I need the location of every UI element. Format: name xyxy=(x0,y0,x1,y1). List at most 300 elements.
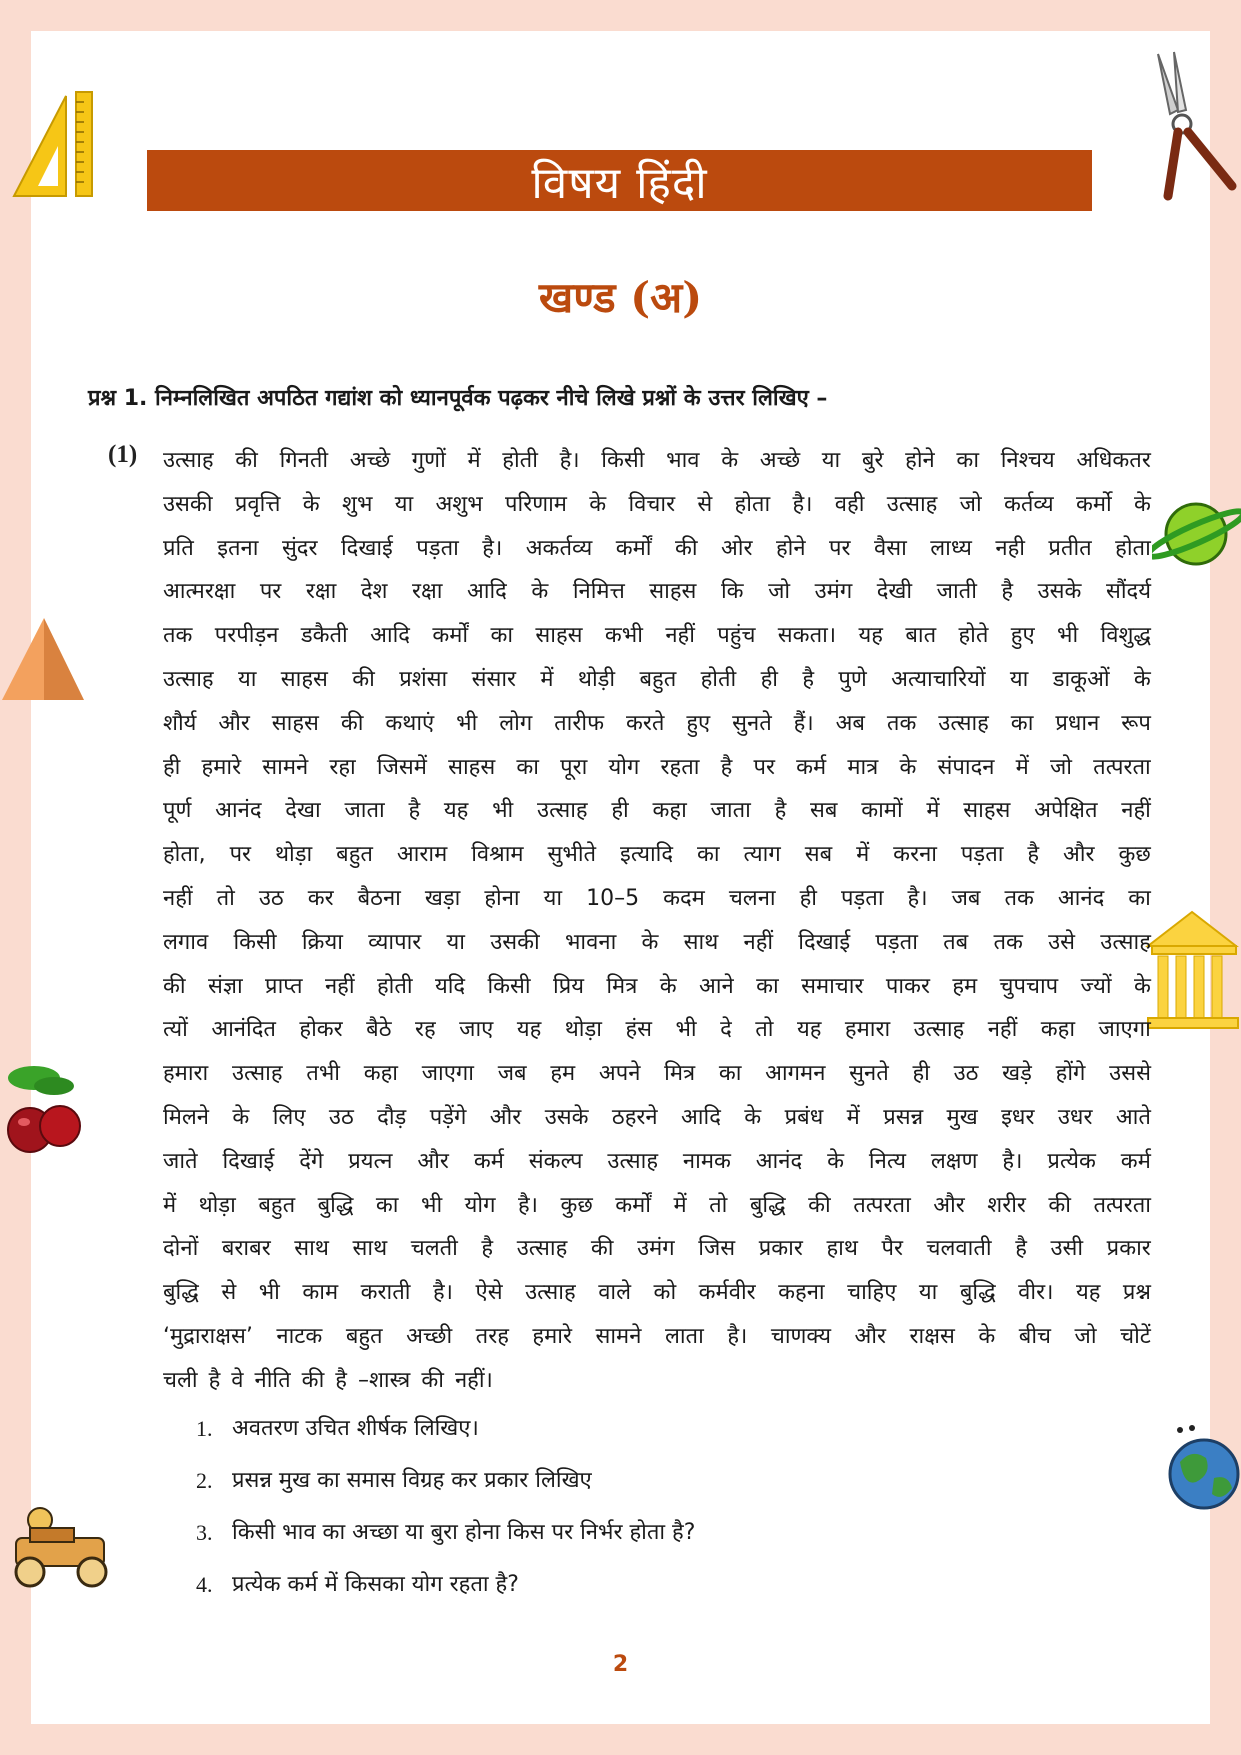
passage-word: कराती xyxy=(360,1280,411,1306)
subject-banner xyxy=(147,150,1092,211)
passage-word: पूरा xyxy=(560,754,588,780)
passage-word: होंगे xyxy=(1055,1061,1086,1087)
passage-word: तभी xyxy=(306,1061,340,1087)
passage-word: चलवाती xyxy=(926,1236,992,1262)
sub-question-list xyxy=(196,1414,1096,1622)
passage-word: चली xyxy=(163,1367,198,1393)
passage-word: पड़ता xyxy=(875,929,918,955)
passage-word: है। xyxy=(559,448,580,473)
passage-word: उसके xyxy=(544,1104,589,1130)
passage-word: जाए xyxy=(459,1017,494,1043)
passage-word: आनंद xyxy=(755,1148,803,1174)
passage-word: है। xyxy=(907,885,928,911)
passage-word: कि xyxy=(720,579,744,605)
passage-word: सुनते xyxy=(849,1061,889,1087)
passage-word: सकता। xyxy=(777,623,837,649)
passage-word: है। xyxy=(792,491,813,517)
passage-word: हम xyxy=(550,1061,576,1087)
passage-word: निश्चय xyxy=(1000,448,1055,473)
passage-line xyxy=(163,534,1151,578)
passage-word: की xyxy=(590,1236,614,1262)
passage-word: साहस xyxy=(535,623,583,649)
passage-word: उत्साह xyxy=(231,1061,283,1087)
passage-word: होकर xyxy=(299,1017,343,1043)
passage-word: खड़ा xyxy=(424,885,461,911)
passage-word: प्रवृत्ति xyxy=(234,491,281,517)
page-number: 2 xyxy=(612,1652,629,1677)
passage-word: तारीफ xyxy=(554,710,605,736)
passage-word: साहस xyxy=(448,754,496,780)
passage-word: और xyxy=(417,1148,449,1174)
passage-word: ऐसे xyxy=(475,1280,503,1306)
passage-word: वे xyxy=(231,1367,244,1393)
passage-word: या xyxy=(446,929,465,955)
passage-word: दिखाई xyxy=(222,1148,275,1174)
passage-word: सौंदर्य xyxy=(1105,579,1151,605)
cherries-icon xyxy=(4,1060,86,1162)
passage-word: जब xyxy=(951,885,981,911)
passage-line xyxy=(163,1147,1151,1191)
passage-word: ही xyxy=(799,885,818,911)
passage-word: या xyxy=(237,666,257,692)
passage-word: उमंग xyxy=(637,1236,675,1262)
passage-word: नहीं xyxy=(163,885,193,911)
passage-line xyxy=(163,1322,1151,1366)
passage-line xyxy=(163,709,1151,753)
passage-word: प्रधान xyxy=(1055,710,1100,736)
passage-word: होती xyxy=(700,666,737,692)
passage-word: उठ xyxy=(953,1061,979,1087)
ruler-triangle-icon xyxy=(4,88,100,200)
passage-word: ही xyxy=(760,666,778,692)
passage-word: मित्र xyxy=(606,973,638,999)
passage-word: है। xyxy=(517,1192,538,1218)
passage-word: होने xyxy=(775,535,806,561)
passage-word: थोड़ा xyxy=(275,842,313,868)
passage-word: डाकूओं xyxy=(1052,666,1110,692)
passage-word: पैर xyxy=(881,1236,903,1262)
passage-word: के xyxy=(744,1104,762,1130)
passage-word: रूप xyxy=(1121,710,1151,736)
passage-word: की xyxy=(1048,1192,1071,1218)
passage-word: है xyxy=(774,798,787,824)
passage-word: बुद्धि xyxy=(749,1192,786,1218)
passage-word: –शास्त्र xyxy=(357,1367,411,1393)
passage-word: और xyxy=(854,1323,886,1349)
passage-word: तो xyxy=(755,1017,774,1043)
passage-word: तत्परता xyxy=(1093,754,1151,780)
passage-word: क्रिया xyxy=(301,929,343,955)
passage-word: उत्साह xyxy=(163,666,214,692)
passage-word: बहुत xyxy=(336,842,373,868)
passage-word: में xyxy=(163,1192,177,1218)
passage-word: का xyxy=(718,1061,742,1087)
sub-question-text: अवतरण उचित शीर्षक लिखिए। xyxy=(232,1416,479,1441)
passage-word: देखी xyxy=(876,579,913,605)
passage-word: है। xyxy=(433,1280,454,1306)
passage-word: 10–5 xyxy=(586,885,640,911)
passage-word: साहस xyxy=(280,666,328,692)
passage-word: के xyxy=(232,1104,250,1130)
passage-word: नहीं xyxy=(665,623,695,649)
passage-word: यह xyxy=(1075,1280,1101,1306)
globe-icon xyxy=(1166,1422,1241,1512)
passage-word: अकर्तव्य xyxy=(525,535,593,561)
passage-word: कर्म xyxy=(796,754,827,780)
passage-line xyxy=(163,490,1151,534)
passage-word: रहता xyxy=(660,754,700,780)
passage-word: जाता xyxy=(344,798,385,824)
passage-word: परपीड़न xyxy=(214,623,279,649)
passage-word: योग xyxy=(464,1192,496,1218)
passage-word: है xyxy=(720,754,733,780)
passage-word: जाएगा xyxy=(1098,1017,1151,1043)
passage-word: लाध्य xyxy=(930,535,972,561)
sub-question-text: प्रत्येक कर्म में किसका योग रहता है? xyxy=(232,1572,519,1597)
passage-word: और xyxy=(1063,842,1095,868)
passage-word: के xyxy=(827,1148,844,1174)
passage-word: हंस xyxy=(625,1017,652,1043)
passage-word: काम xyxy=(302,1280,339,1306)
passage-word: इतना xyxy=(217,535,259,561)
passage-word: नामक xyxy=(682,1148,731,1174)
passage-word: पर xyxy=(259,579,282,605)
passage-word: या xyxy=(543,885,563,911)
passage-word: जो xyxy=(768,579,791,605)
passage-word: ज्यों xyxy=(1080,973,1112,999)
passage-word: यह xyxy=(516,1017,542,1043)
passage-word: सुनते xyxy=(732,710,772,736)
passage-word: यह xyxy=(796,1017,822,1043)
passage-word: बहुत xyxy=(639,666,677,692)
passage-word: उत्साह xyxy=(537,798,588,824)
passage-word: कभी xyxy=(604,623,643,649)
passage-line xyxy=(163,446,1151,490)
passage-word: जिसमें xyxy=(376,754,427,780)
passage-word: होते xyxy=(958,623,989,649)
passage-word: साथ xyxy=(683,929,719,955)
passage-word: नहीं xyxy=(743,929,774,955)
passage-line xyxy=(163,1191,1151,1235)
passage-word: भावना xyxy=(564,929,617,955)
passage-word: आते xyxy=(1115,1104,1151,1130)
passage-line xyxy=(163,972,1151,1016)
passage-word: होती xyxy=(502,448,538,473)
passage-word: हुए xyxy=(1010,623,1035,649)
passage-word: वही xyxy=(834,491,865,517)
passage-word: आगमन xyxy=(765,1061,826,1087)
passage-word: उत्साह xyxy=(525,1280,576,1306)
passage-word: होने xyxy=(905,448,935,473)
passage-line xyxy=(163,1103,1151,1147)
passage-word: है xyxy=(335,1367,347,1393)
sub-question xyxy=(196,1414,1096,1466)
passage-word: अच्छी xyxy=(406,1323,453,1349)
passage-word: कर्मों xyxy=(615,1192,652,1218)
passage-word: वैसा xyxy=(873,535,907,561)
passage-word: और xyxy=(933,1192,965,1218)
passage-line xyxy=(163,577,1151,621)
sub-question xyxy=(196,1570,1096,1622)
question-heading: प्रश्न 1. निम्नलिखित अपठित गद्यांश को ध्यानपूर्वक पढ़कर नीचे लिखे प्रश्नों के उत्तर लिखिए – xyxy=(88,386,828,411)
passage-word: रक्षा xyxy=(305,579,337,605)
passage-word: किसी xyxy=(233,929,277,955)
passage-word: आनंदित xyxy=(211,1017,276,1043)
passage-word: जिस xyxy=(698,1236,736,1262)
passage-word: है xyxy=(802,666,814,692)
passage-word: लक्षण xyxy=(930,1148,978,1174)
passage-word: बात xyxy=(905,623,937,649)
passage-word: का xyxy=(1128,885,1151,911)
passage-line xyxy=(163,884,1151,928)
passage-line xyxy=(163,1059,1151,1103)
passage-word: प्रबंध xyxy=(784,1104,824,1130)
passage-word: की xyxy=(421,1367,444,1393)
passage-word: समाचार xyxy=(801,973,864,999)
passage-word: अब xyxy=(835,710,865,736)
passage-word: या xyxy=(394,491,414,517)
passage-word: की xyxy=(340,710,364,736)
passage-word: पुणे xyxy=(838,666,867,692)
passage-word: संज्ञा xyxy=(207,973,243,999)
passage-word: शरीर xyxy=(987,1192,1026,1218)
passage-word: के xyxy=(721,448,739,473)
passage-word: तब xyxy=(943,929,969,955)
passage-word: चलना xyxy=(728,885,776,911)
passage-word: दोनों xyxy=(163,1236,199,1262)
passage-word: जाएगा xyxy=(421,1061,474,1087)
passage-word: संसार xyxy=(471,666,517,692)
passage-word: चाहिए xyxy=(847,1280,897,1306)
passage-word: पड़ता xyxy=(841,885,884,911)
passage-word: अधिकतर xyxy=(1076,448,1151,473)
passage-word: का xyxy=(696,842,720,868)
passage-word: साथ xyxy=(294,1236,329,1262)
passage-word: पर xyxy=(229,842,252,868)
passage-word: कर्म xyxy=(1120,1148,1151,1174)
passage-word: कामों xyxy=(861,798,903,824)
passage-word: रहा xyxy=(329,754,356,780)
passage-word: अत्याचारियों xyxy=(891,666,986,692)
passage-word: शौर्य xyxy=(163,710,197,736)
passage-word: उठ xyxy=(258,885,284,911)
passage-word: थोड़ी xyxy=(577,666,616,692)
passage-word: हम xyxy=(952,973,978,999)
passage-word: ‘मुद्राराक्षस’ xyxy=(163,1323,253,1349)
passage-word: है। xyxy=(1002,1148,1023,1174)
passage-word: ही xyxy=(163,754,181,780)
passage-word: की xyxy=(235,448,258,473)
passage-word: तत्परता xyxy=(1093,1192,1151,1218)
passage-word: कहा xyxy=(1040,1017,1076,1043)
passage-word: उमंग xyxy=(814,579,853,605)
passage-word: की xyxy=(301,1367,325,1393)
passage-word: थोड़ा xyxy=(564,1017,602,1043)
passage-word: किसी xyxy=(601,448,645,473)
passage-number: (1) xyxy=(108,441,138,468)
passage-word: अपने xyxy=(598,1061,641,1087)
passage-word: के xyxy=(531,579,549,605)
passage-word: गुणों xyxy=(411,448,446,473)
passage-word: मुख xyxy=(946,1104,978,1130)
passage-word: ही xyxy=(912,1061,930,1087)
passage-word: पर xyxy=(753,754,775,780)
passage-word: चलती xyxy=(410,1236,458,1262)
passage-word: उसके xyxy=(1037,579,1082,605)
passage-word: उसी xyxy=(1050,1236,1084,1262)
passage-word: बुद्धि xyxy=(163,1280,199,1306)
passage-word: है। xyxy=(727,1323,748,1349)
passage-word: मिलने xyxy=(163,1104,209,1130)
passage-word: प्रत्येक xyxy=(1047,1148,1096,1174)
passage-word: पाकर xyxy=(885,973,930,999)
sub-question-text: प्रसन्न मुख का समास विग्रह कर प्रकार लिखिए xyxy=(232,1468,592,1493)
passage-line xyxy=(163,753,1151,797)
passage-word: आदि xyxy=(467,579,507,605)
passage-word: उत्साह xyxy=(607,1148,659,1174)
passage-word: मित्र xyxy=(664,1061,696,1087)
passage-word: होता xyxy=(1115,535,1151,561)
planet-icon xyxy=(1152,496,1241,570)
passage-word: या xyxy=(918,1280,938,1306)
passage-word: प्रतीत xyxy=(1048,535,1092,561)
passage-word: है xyxy=(481,1236,494,1262)
passage-line xyxy=(163,796,1151,840)
passage-word: त्यों xyxy=(163,1017,188,1043)
section-title: खण्ड (अ) xyxy=(538,273,703,322)
passage-word: पड़ता xyxy=(960,842,1004,868)
passage-word: हैं। xyxy=(793,710,814,736)
passage-word: चाणक्य xyxy=(770,1323,831,1349)
passage-word: हमारे xyxy=(201,754,242,780)
passage-word: बुरे xyxy=(861,448,884,473)
passage-word: में xyxy=(846,1104,860,1130)
passage-word: और xyxy=(218,710,250,736)
passage-word: है xyxy=(408,798,421,824)
sub-question xyxy=(196,1466,1096,1518)
passage-word: का xyxy=(490,623,514,649)
passage-word: उसकी xyxy=(490,929,540,955)
passage-word: पड़ेंगे xyxy=(429,1104,467,1130)
passage-word: दिखाई xyxy=(798,929,851,955)
passage-word: जाता xyxy=(710,798,751,824)
passage-word: कर्तव्य xyxy=(1003,491,1054,517)
passage-word: तो xyxy=(709,1192,728,1218)
passage-word: संकल्प xyxy=(528,1148,583,1174)
passage-word: ठहरने xyxy=(611,1104,658,1130)
passage-word: हाथ xyxy=(826,1236,858,1262)
passage-word: का xyxy=(756,973,779,999)
passage-word: व्यापार xyxy=(368,929,422,955)
passage-word: बुद्धि xyxy=(317,1192,354,1218)
passage-word: विशुद्ध xyxy=(1100,623,1151,649)
passage-word: बराबर xyxy=(221,1236,271,1262)
passage-word: सुंदर xyxy=(281,535,318,561)
passage-word: प्राप्त xyxy=(265,973,303,999)
passage-word: कुछ xyxy=(1118,842,1151,868)
passage-word: कर्मवीर xyxy=(698,1280,756,1306)
passage-word: साथ xyxy=(352,1236,388,1262)
passage-word: आदि xyxy=(370,623,410,649)
passage-word: से xyxy=(221,1280,237,1306)
passage-word: का xyxy=(516,754,539,780)
passage-word: सब xyxy=(810,798,838,824)
passage-word: प्रकार xyxy=(1106,1236,1151,1262)
passage-word: लिए xyxy=(272,1104,306,1130)
passage-word: हमारा xyxy=(844,1017,891,1043)
passage-word: में xyxy=(926,798,940,824)
passage-word: का xyxy=(956,448,980,473)
passage-word: चोटें xyxy=(1120,1323,1151,1349)
sub-question-number: 4. xyxy=(196,1572,213,1597)
passage-text xyxy=(163,446,1151,1410)
passage-word: सब xyxy=(804,842,833,868)
passage-word: भी xyxy=(675,1017,697,1043)
passage-word: ही xyxy=(611,798,629,824)
passage-word: अशुभ xyxy=(435,491,483,517)
passage-word: है xyxy=(1015,1236,1027,1262)
passage-word: भी xyxy=(456,710,478,736)
passage-word: यह xyxy=(443,798,469,824)
passage-word: त्याग xyxy=(743,842,781,868)
passage-word: तक xyxy=(163,623,193,649)
passage-word: भी xyxy=(492,798,514,824)
passage-word: होता, xyxy=(163,842,206,868)
passage-word: नही xyxy=(995,535,1025,561)
passage-word: तत्परता xyxy=(853,1192,911,1218)
passage-word: है xyxy=(208,1367,221,1393)
passage-word: कर्मो xyxy=(1075,491,1112,517)
passage-word: भी xyxy=(258,1280,280,1306)
passage-word: साहस xyxy=(963,798,1011,824)
passage-word: अच्छे xyxy=(759,448,801,473)
passage-word: योग xyxy=(608,754,640,780)
passage-word: बैठे xyxy=(366,1017,392,1043)
passage-word: साहस xyxy=(271,710,319,736)
passage-line xyxy=(163,1366,1151,1410)
passage-word: देंगे xyxy=(299,1148,324,1174)
temple-icon xyxy=(1144,908,1241,1030)
passage-word: उत्साह xyxy=(163,448,214,473)
passage-word: हमारा xyxy=(163,1061,209,1087)
passage-line xyxy=(163,665,1151,709)
passage-word: है xyxy=(1001,579,1014,605)
passage-word: कहा xyxy=(363,1061,398,1087)
passage-word: भाव xyxy=(666,448,700,473)
passage-word: शुभ xyxy=(341,491,373,517)
passage-word: थोड़ा xyxy=(198,1192,236,1218)
passage-word: होता xyxy=(734,491,771,517)
passage-word: वीर। xyxy=(1018,1280,1054,1306)
vintage-car-icon xyxy=(0,1500,126,1592)
passage-word: कहा xyxy=(652,798,687,824)
passage-word: आत्मरक्षा xyxy=(163,579,236,605)
passage-word: को xyxy=(653,1280,677,1306)
passage-line xyxy=(163,840,1151,884)
passage-word: जो xyxy=(959,491,982,517)
passage-word: किसी xyxy=(487,973,531,999)
sub-question-number: 1. xyxy=(196,1416,213,1441)
passage-word: बहुत xyxy=(258,1192,296,1218)
passage-word: गिनती xyxy=(279,448,329,473)
passage-word: चुपचाप xyxy=(999,973,1059,999)
passage-word: उत्साह xyxy=(938,710,989,736)
passage-word: लगाव xyxy=(163,929,209,955)
passage-word: कर xyxy=(307,885,334,911)
passage-word: नहीं xyxy=(987,1017,1018,1043)
passage-word: होती xyxy=(376,973,413,999)
passage-word: प्रिय xyxy=(553,973,584,999)
